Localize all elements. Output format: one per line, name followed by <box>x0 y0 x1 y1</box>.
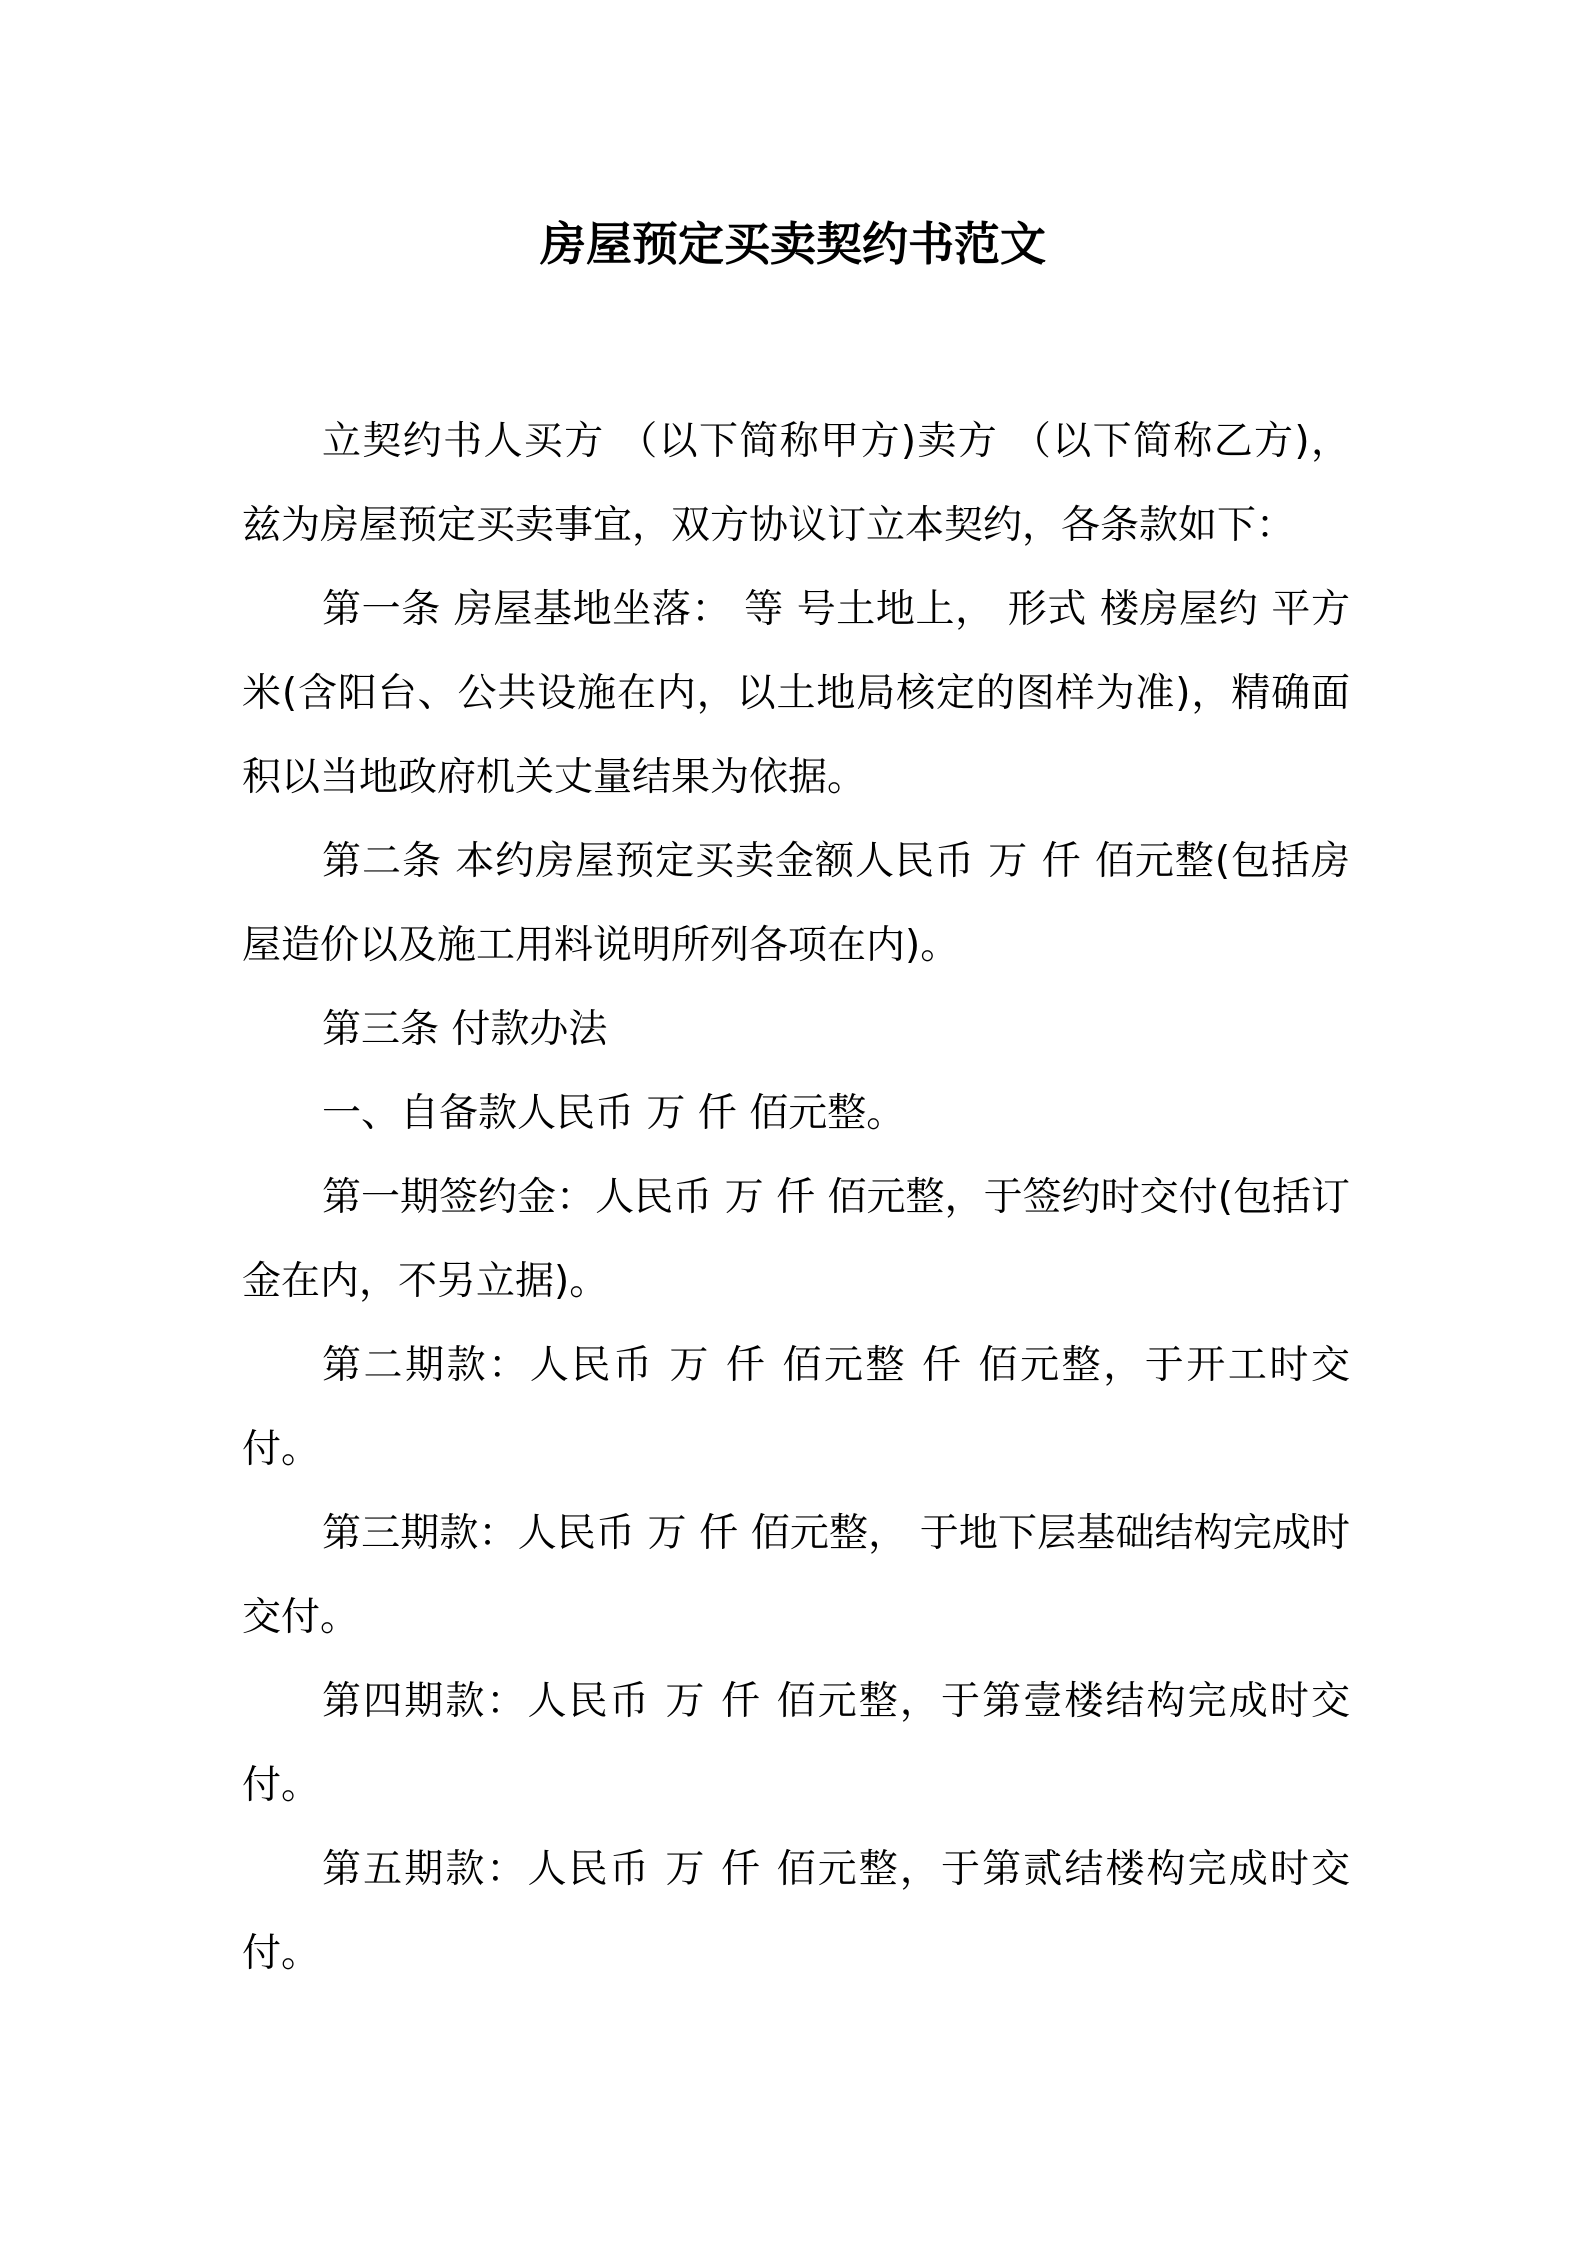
paragraph-installment-2: 第二期款：人民币 万 仟 佰元整 仟 佰元整，于开工时交付。 <box>242 1343 1350 1472</box>
document-title: 房屋预定买卖契约书范文 <box>540 217 1046 271</box>
paragraph-article-1: 第一条 房屋基地坐落： 等 号土地上， 形式 楼房屋约 平方米(含阳台、公共设施在内，以土地局核定的图样为准)，精确面积以当地政府机关丈量结果为依据。 <box>242 587 1350 800</box>
document-body <box>242 400 1350 1996</box>
paragraph-article-2: 第二条 本约房屋预定买卖金额人民币 万 仟 佰元整(包括房屋造价以及施工用料说明所列各项在内)。 <box>242 839 1350 968</box>
paragraph-installment-3: 第三期款：人民币 万 仟 佰元整， 于地下层基础结构完成时交付。 <box>242 1511 1350 1640</box>
paragraph-down-payment: 一、自备款人民币 万 仟 佰元整。 <box>322 1091 906 1136</box>
paragraph-installment-5: 第五期款：人民币 万 仟 佰元整，于第贰结楼构完成时交付。 <box>242 1847 1350 1976</box>
paragraph-article-3: 第三条 付款办法 <box>322 1007 608 1052</box>
paragraph-intro: 立契约书人买方 （以下简称甲方)卖方 （以下简称乙方)，兹为房屋预定买卖事宜，双方协议订立本契约，各条款如下： <box>242 419 1350 548</box>
paragraph-installment-1: 第一期签约金：人民币 万 仟 佰元整，于签约时交付(包括订金在内，不另立据)。 <box>242 1175 1350 1304</box>
paragraph-installment-4: 第四期款：人民币 万 仟 佰元整，于第壹楼结构完成时交付。 <box>242 1679 1350 1808</box>
